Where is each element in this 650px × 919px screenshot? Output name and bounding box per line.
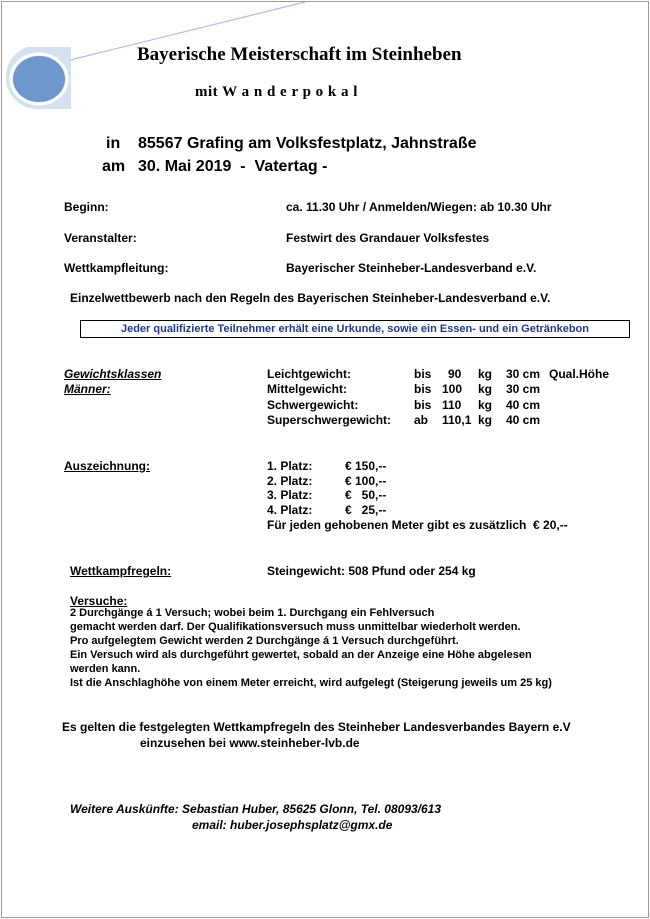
rules-label: Wettkampfregeln: (70, 564, 172, 578)
footer-rules-line1: Es gelten die festgelegten Wettkampfregeln des Steinheber Landesverbandes Bayern e.V (62, 720, 571, 734)
weight-classes-men-label: Männer: (64, 382, 111, 396)
award-amount: € 100,-- (345, 474, 387, 488)
weight-class-mod: bis (414, 382, 432, 396)
attempts-line: gemacht werden darf. Der Qualifikationsversuch muss unmittelbar wiederholt werden. (70, 621, 521, 633)
weight-class-height: 30 cm (506, 382, 541, 396)
award-place: 2. Platz: (267, 474, 313, 488)
document-page (1, 1, 649, 918)
attempts-line: Ein Versuch wird als durchgeführt gewertet, sobald an der Anzeige eine Höhe abgelesen (70, 649, 532, 661)
weight-class-unit: kg (478, 398, 493, 412)
weight-class-mod: bis (414, 398, 432, 412)
info-value-veranstalter: Festwirt des Grandauer Volksfestes (286, 231, 490, 245)
award-place: 3. Platz: (267, 488, 313, 502)
attempts-line: 2 Durchgänge á 1 Versuch; wobei beim 1. Durchgang ein Fehlversuch (70, 607, 435, 619)
weight-class-unit: kg (478, 382, 493, 396)
info-label-veranstalter: Veranstalter: (64, 231, 137, 245)
info-label-beginn: Beginn: (64, 200, 109, 214)
weight-class-value: 110 (442, 398, 462, 412)
attempts-line: Ist die Anschlaghöhe von einem Meter erreicht, wird aufgelegt (Steigerung jeweils um 25 kg) (70, 677, 552, 689)
page-title: Bayerische Meisterschaft im Steinheben (137, 44, 462, 65)
weight-class-name: Schwergewicht: (267, 398, 359, 412)
award-place: 1. Platz: (267, 459, 313, 473)
page-subtitle: mit W a n d e r p o k a l (195, 84, 358, 100)
attempts-line: werden kann. (70, 663, 141, 675)
weight-class-height: 30 cm (506, 367, 541, 381)
award-amount: € 150,-- (345, 459, 387, 473)
info-value-beginn: ca. 11.30 Uhr / Anmelden/Wiegen: ab 10.30 Uhr (286, 200, 552, 214)
weight-class-unit: kg (478, 367, 493, 381)
weight-classes-label: Gewichtsklassen (64, 367, 162, 381)
award-place: 4. Platz: (267, 503, 313, 517)
weight-class-unit: kg (478, 413, 493, 427)
attempts-label: Versuche: (70, 594, 128, 608)
award-extra: Für jeden gehobenen Meter gibt es zusätzlich € 20,-- (267, 518, 568, 532)
weight-class-mod: ab (414, 413, 429, 427)
weight-class-value: 110,1 (442, 413, 472, 427)
info-label-wettkampfleitung: Wettkampfleitung: (64, 261, 169, 275)
notice-box: Jeder qualifizierte Teilnehmer erhält eine Urkunde, sowie ein Essen- und ein Getränkebon (80, 320, 630, 338)
weight-class-name: Mittelgewicht: (267, 382, 347, 396)
award-amount: € 25,-- (345, 503, 387, 517)
weight-class-name: Leichtgewicht: (267, 367, 352, 381)
info-value-wettkampfleitung: Bayerischer Steinheber-Landesverband e.V. (286, 261, 537, 275)
award-amount: € 50,-- (345, 488, 387, 502)
weight-class-name: Superschwergewicht: (267, 413, 392, 427)
weight-class-value: 90 (448, 367, 462, 381)
weight-class-value: 100 (442, 382, 463, 396)
weight-class-extra: Qual.Höhe (549, 367, 610, 381)
contact-email: email: huber.josephsplatz@gmx.de (192, 818, 393, 832)
rules-value: Steingewicht: 508 Pfund oder 254 kg (267, 564, 476, 578)
location-text: 85567 Grafing am Volksfestplatz, Jahnstraße (138, 135, 477, 152)
location-prefix: in (106, 135, 121, 152)
contact-line1: Weitere Auskünfte: Sebastian Huber, 85625 Glonn, Tel. 08093/613 (70, 802, 442, 816)
footer-rules-line2: einzusehen bei www.steinheber-lvb.de (140, 736, 360, 750)
attempts-line: Pro aufgelegtem Gewicht werden 2 Durchgänge á 1 Versuch durchgeführt. (70, 635, 459, 647)
circle-logo-icon (5, 45, 73, 111)
weight-class-height: 40 cm (506, 413, 541, 427)
date-text: 30. Mai 2019 - Vatertag - (138, 158, 328, 175)
weight-class-mod: bis (414, 367, 432, 381)
weight-class-height: 40 cm (506, 398, 541, 412)
date-prefix: am (102, 158, 126, 175)
competition-note: Einzelwettbewerb nach den Regeln des Bayerischen Steinheber-Landesverband e.V. (70, 291, 551, 305)
awards-label: Auszeichnung: (64, 459, 150, 473)
